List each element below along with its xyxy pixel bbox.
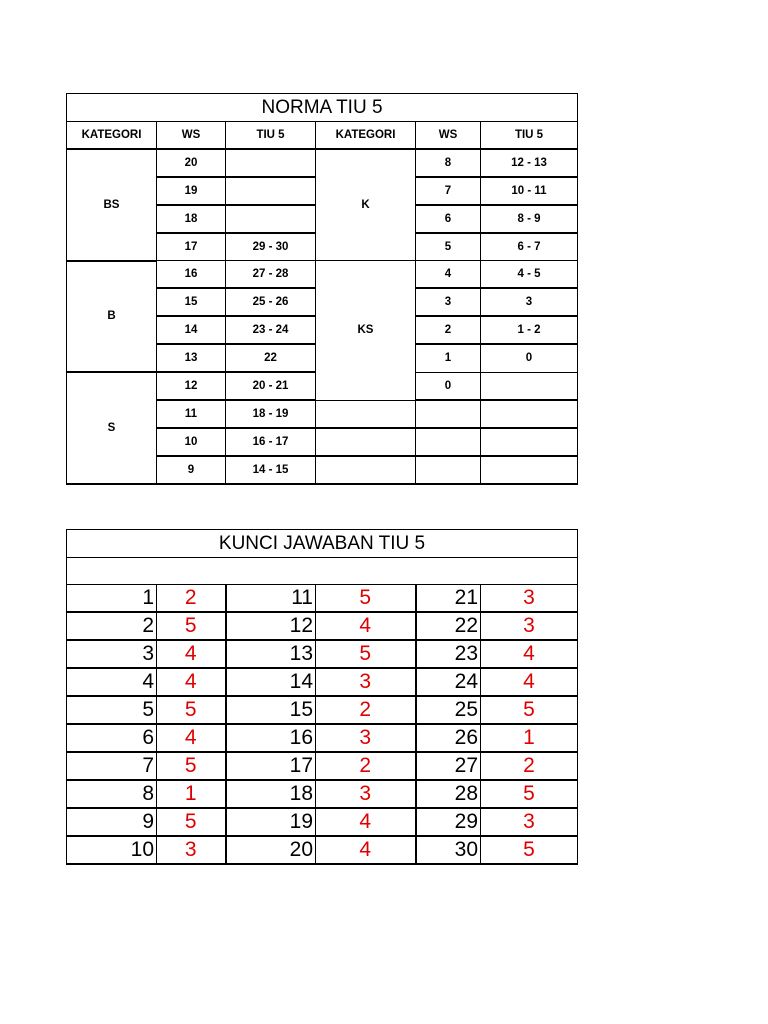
tiu-cell — [226, 177, 316, 205]
answer-key: 3 — [157, 836, 226, 864]
tiu-cell: 25 - 26 — [226, 288, 316, 316]
question-number: 6 — [67, 724, 157, 752]
norma-header-row — [67, 122, 578, 150]
table-row — [67, 808, 578, 836]
table-row — [67, 724, 578, 752]
ws-cell — [416, 400, 481, 428]
ws-cell: 15 — [157, 288, 226, 316]
question-number: 11 — [226, 585, 316, 613]
answer-key: 3 — [481, 808, 578, 836]
question-number: 26 — [416, 724, 481, 752]
header-tiu: TIU 5 — [481, 122, 578, 150]
question-number: 5 — [67, 696, 157, 724]
answer-key: 2 — [316, 752, 416, 780]
answer-key: 5 — [481, 836, 578, 864]
table-row — [67, 668, 578, 696]
answer-key: 1 — [481, 724, 578, 752]
ws-cell: 17 — [157, 233, 226, 261]
question-number: 18 — [226, 780, 316, 808]
answer-key: 2 — [157, 585, 226, 613]
tiu-cell: 4 - 5 — [481, 261, 578, 289]
answer-key: 5 — [157, 612, 226, 640]
question-number: 10 — [67, 836, 157, 864]
tiu-cell — [481, 400, 578, 428]
answer-key: 3 — [316, 780, 416, 808]
answer-key: 4 — [316, 808, 416, 836]
tiu-cell: 20 - 21 — [226, 372, 316, 400]
answer-key: 5 — [316, 585, 416, 613]
ws-cell: 20 — [157, 149, 226, 177]
tiu-cell: 22 — [226, 344, 316, 372]
tiu-cell: 14 - 15 — [226, 456, 316, 484]
ws-cell: 10 — [157, 428, 226, 456]
tiu-cell — [481, 428, 578, 456]
answer-key: 5 — [316, 640, 416, 668]
tiu-cell: 12 - 13 — [481, 149, 578, 177]
category-cell: S — [67, 372, 157, 484]
ws-cell: 19 — [157, 177, 226, 205]
question-number: 12 — [226, 612, 316, 640]
norma-title: NORMA TIU 5 — [67, 94, 578, 122]
norma-table — [66, 93, 578, 485]
ws-cell — [416, 456, 481, 484]
table-row — [67, 149, 578, 177]
ws-cell: 7 — [416, 177, 481, 205]
question-number: 17 — [226, 752, 316, 780]
kunci-title: KUNCI JAWABAN TIU 5 — [67, 530, 578, 558]
ws-cell: 6 — [416, 205, 481, 233]
answer-key: 3 — [316, 668, 416, 696]
tiu-cell: 18 - 19 — [226, 400, 316, 428]
answer-key: 4 — [316, 836, 416, 864]
ws-cell — [416, 428, 481, 456]
header-tiu: TIU 5 — [226, 122, 316, 150]
question-number: 19 — [226, 808, 316, 836]
blank-row — [67, 558, 578, 585]
answer-key: 2 — [316, 696, 416, 724]
tiu-cell — [226, 149, 316, 177]
question-number: 29 — [416, 808, 481, 836]
question-number: 7 — [67, 752, 157, 780]
answer-key: 5 — [157, 752, 226, 780]
header-ws: WS — [416, 122, 481, 150]
answer-key: 4 — [157, 668, 226, 696]
empty-cell — [316, 428, 416, 456]
table-row — [67, 780, 578, 808]
category-cell: KS — [316, 261, 416, 401]
tiu-cell: 6 - 7 — [481, 233, 578, 261]
empty-cell — [316, 456, 416, 484]
answer-key: 4 — [157, 724, 226, 752]
answer-key: 2 — [481, 752, 578, 780]
answer-key: 3 — [481, 585, 578, 613]
question-number: 1 — [67, 585, 157, 613]
question-number: 2 — [67, 612, 157, 640]
answer-key: 4 — [481, 640, 578, 668]
question-number: 25 — [416, 696, 481, 724]
question-number: 28 — [416, 780, 481, 808]
table-row — [67, 752, 578, 780]
header-kategori: KATEGORI — [67, 122, 157, 150]
table-row — [67, 640, 578, 668]
table-row — [67, 585, 578, 613]
question-number: 30 — [416, 836, 481, 864]
question-number: 21 — [416, 585, 481, 613]
answer-key: 5 — [481, 696, 578, 724]
tiu-cell: 29 - 30 — [226, 233, 316, 261]
question-number: 8 — [67, 780, 157, 808]
question-number: 16 — [226, 724, 316, 752]
tiu-cell: 16 - 17 — [226, 428, 316, 456]
question-number: 20 — [226, 836, 316, 864]
ws-cell: 16 — [157, 261, 226, 289]
answer-key: 5 — [481, 780, 578, 808]
tiu-cell: 1 - 2 — [481, 316, 578, 344]
answer-key: 4 — [157, 640, 226, 668]
tiu-cell — [481, 372, 578, 400]
ws-cell: 14 — [157, 316, 226, 344]
ws-cell: 18 — [157, 205, 226, 233]
answer-key: 5 — [157, 696, 226, 724]
answer-key: 3 — [481, 612, 578, 640]
ws-cell: 0 — [416, 372, 481, 400]
question-number: 27 — [416, 752, 481, 780]
category-cell: BS — [67, 149, 157, 261]
tiu-cell: 3 — [481, 288, 578, 316]
table-row — [67, 261, 578, 289]
answer-key: 4 — [481, 668, 578, 696]
tiu-cell: 0 — [481, 344, 578, 372]
answer-key: 1 — [157, 780, 226, 808]
question-number: 3 — [67, 640, 157, 668]
table-row — [67, 836, 578, 864]
answer-key: 4 — [316, 612, 416, 640]
question-number: 15 — [226, 696, 316, 724]
tiu-cell: 27 - 28 — [226, 261, 316, 289]
table-row — [67, 696, 578, 724]
ws-cell: 13 — [157, 344, 226, 372]
tiu-cell — [226, 205, 316, 233]
question-number: 14 — [226, 668, 316, 696]
question-number: 13 — [226, 640, 316, 668]
ws-cell: 1 — [416, 344, 481, 372]
answer-key: 5 — [157, 808, 226, 836]
header-ws: WS — [157, 122, 226, 150]
question-number: 24 — [416, 668, 481, 696]
question-number: 23 — [416, 640, 481, 668]
table-row — [67, 612, 578, 640]
tiu-cell: 23 - 24 — [226, 316, 316, 344]
category-cell: K — [316, 149, 416, 261]
ws-cell: 11 — [157, 400, 226, 428]
category-cell: B — [67, 261, 157, 373]
empty-cell — [316, 400, 416, 428]
ws-cell: 2 — [416, 316, 481, 344]
tiu-cell — [481, 456, 578, 484]
answer-key: 3 — [316, 724, 416, 752]
header-kategori: KATEGORI — [316, 122, 416, 150]
kunci-table — [66, 529, 578, 865]
ws-cell: 12 — [157, 372, 226, 400]
ws-cell: 4 — [416, 261, 481, 289]
question-number: 4 — [67, 668, 157, 696]
question-number: 9 — [67, 808, 157, 836]
ws-cell: 5 — [416, 233, 481, 261]
question-number: 22 — [416, 612, 481, 640]
ws-cell: 8 — [416, 149, 481, 177]
ws-cell: 9 — [157, 456, 226, 484]
ws-cell: 3 — [416, 288, 481, 316]
tiu-cell: 10 - 11 — [481, 177, 578, 205]
tiu-cell: 8 - 9 — [481, 205, 578, 233]
